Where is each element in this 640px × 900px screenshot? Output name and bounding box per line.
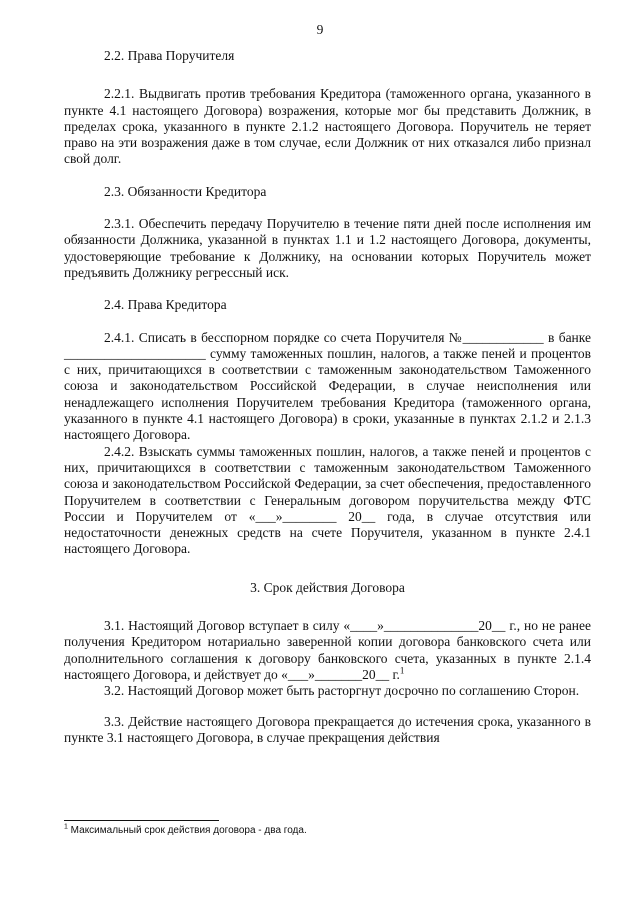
footnote-mark: 1 [64, 823, 68, 831]
page-number: 9 [316, 22, 324, 37]
section-heading-3: 3. Срок действия Договора [250, 579, 405, 595]
paragraph-3-3: 3.3. Действие настоящего Договора прекращается до истечения срока, указанного в пункте 3.1 настоящего Договора, в случае прекращения действия [64, 713, 591, 745]
paragraph-2-4-2: 2.4.2. Взыскать суммы таможенных пошлин, налогов, а также пеней и процентов с них, причитающихся в соответствии с таможенным законодательством Таможенного союза и законодательством Российской Федерации, за счет обеспечения, предоставленного Поручителем в соответствии с Генеральным договором поручительства между ФТС России и Поручителем от «___»________ 20__ года, в случае отсутствия или недостаточности денежных средств на счете Поручителя, указанном в пункте 2.4.1 настоящего Договора. [64, 443, 591, 557]
paragraph-3-1 [64, 618, 591, 683]
paragraph-2-4-1: 2.4.1. Списать в бесспорном порядке со счета Поручителя №____________ в банке _____________________ сумму таможенных пошлин, налогов, а также пеней и процентов с них, причитающихся в соответствии с таможенным законодательством Таможенного союза и законодательством Российской Федерации, в случае неисполнения или ненадлежащего исполнения Поручителем требования Кредитора (таможенного органа, указанного в пункте 4.1 настоящего Договора) в сроки, указанные в пунктах 2.1.2 и 2.1.3 настоящего Договора. [64, 329, 591, 443]
footnote-text: Максимальный срок действия договора - два года. [67, 825, 307, 836]
paragraph-3-1-text: 3.1. Настоящий Договор вступает в силу «____»______________20__ г., но не ранее получения Кредитором нотариально заверенной копии договора банковского счета или дополнительного соглашения к договору банковского счета, указанных в пункте 2.1.4 настоящего Договора, и действует до «___»_______20__ г. [64, 618, 591, 682]
section-heading-2-3: 2.3. Обязанности Кредитора [104, 183, 267, 199]
section-heading-2-4: 2.4. Права Кредитора [104, 297, 227, 313]
footnote [64, 825, 591, 836]
paragraph-3-2: 3.2. Настоящий Договор может быть расторгнут досрочно по соглашению Сторон. [104, 683, 580, 699]
section-heading-2-2: 2.2. Права Поручителя [104, 48, 235, 63]
paragraph-2-3-1: 2.3.1. Обеспечить передачу Поручителю в течение пяти дней после исполнения им обязанности Должника, указанной в пунктах 1.1 и 1.2 настоящего Договора, документы, удостоверяющие требование к Должнику, на основании которых Поручитель может предъявить Должнику регрессный иск. [64, 216, 591, 280]
footnote-reference: 1 [399, 665, 405, 676]
paragraph-2-2-1: 2.2.1. Выдвигать против требования Кредитора (таможенного органа, указанного в пункте 4.1 настоящего Договора) возражения, которые мог бы представить Должник, в пределах срока, указанного в пункте 2.1.2 настоящего Договора. Поручитель не теряет право на эти возражения даже в том случае, если Должник от них отказался либо признал свой долг. [64, 86, 591, 167]
document-body [64, 48, 591, 746]
footnote-divider [64, 820, 219, 821]
